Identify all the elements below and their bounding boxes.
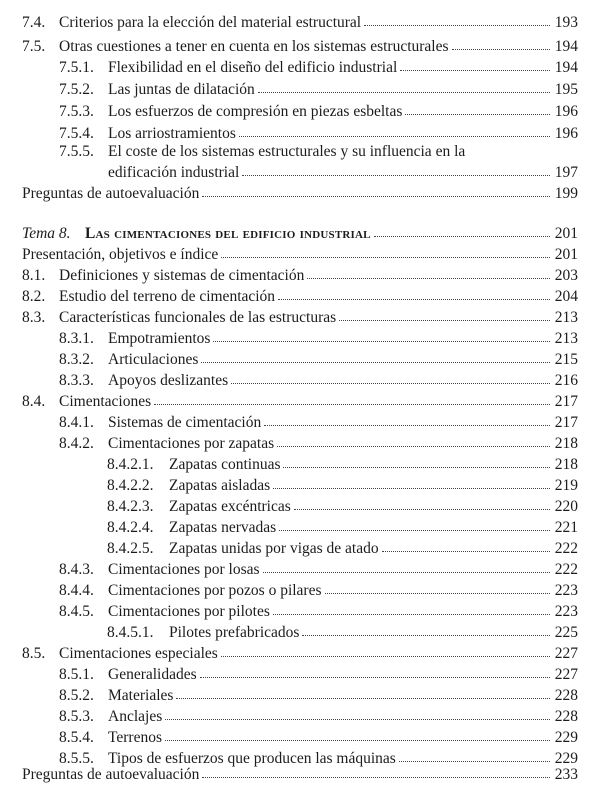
page-number: 228 <box>554 708 578 725</box>
entry-title: Zapatas aisladas <box>169 477 271 494</box>
section-number: 8.3. <box>22 309 46 326</box>
toc-entry <box>22 38 578 56</box>
chapter-title: Las cimentaciones del edificio industrial <box>85 225 371 242</box>
toc-entry <box>22 14 578 32</box>
section-number: 8.5.4. <box>59 729 94 746</box>
toc-entry-first-line <box>59 143 465 161</box>
dot-leader <box>339 320 550 321</box>
page-number: 219 <box>554 477 578 494</box>
section-number: 8.2. <box>22 288 46 305</box>
entry-title: Cimentaciones por pozos o pilares <box>108 582 322 599</box>
entry-title: Presentación, objetivos e índice <box>22 246 219 263</box>
entry-title: Cimentaciones por losas <box>108 561 260 578</box>
dot-leader <box>307 278 549 279</box>
dot-leader <box>273 614 550 615</box>
dot-leader <box>325 593 550 594</box>
dot-leader <box>283 467 549 468</box>
section-number: 8.4.2.2. <box>107 477 154 494</box>
dot-leader <box>382 551 550 552</box>
entry-title: Anclajes <box>108 708 163 725</box>
section-number: 8.4.2.3. <box>107 498 154 515</box>
page-number: 222 <box>554 561 578 578</box>
page-number: 201 <box>554 246 578 263</box>
entry-title: Materiales <box>108 687 174 704</box>
entry-title: Estudio del terreno de cimentación <box>59 288 276 305</box>
entry-title: Las juntas de dilatación <box>108 81 255 98</box>
dot-leader <box>176 698 549 699</box>
dot-leader <box>221 656 550 657</box>
section-number: 8.4.2. <box>59 435 94 452</box>
toc-entry <box>59 435 578 453</box>
section-number: 8.4.2.5. <box>107 540 154 557</box>
section-number: 7.4. <box>22 14 46 31</box>
section-number: 8.4.2.4. <box>107 519 154 536</box>
toc-entry <box>107 477 578 495</box>
page-number: 223 <box>554 603 578 620</box>
toc-entry <box>107 624 578 642</box>
dot-leader <box>264 425 550 426</box>
dot-leader <box>294 509 550 510</box>
toc-entry <box>59 125 578 143</box>
dot-leader <box>279 530 550 531</box>
toc-entry <box>59 414 578 432</box>
entry-title: Flexibilidad en el diseño del edificio industrial <box>108 59 398 76</box>
entry-title: Los esfuerzos de compresión en piezas esbeltas <box>108 103 403 120</box>
page-number: 199 <box>554 185 578 202</box>
toc-entry <box>22 246 578 264</box>
section-number: 8.4.2.1. <box>107 456 154 473</box>
dot-leader <box>213 341 549 342</box>
entry-title: Zapatas excéntricas <box>169 498 291 515</box>
page-number: 196 <box>554 125 578 142</box>
dot-leader <box>221 257 549 258</box>
page-number: 227 <box>554 666 578 683</box>
page-number: 217 <box>554 414 578 431</box>
entry-title: Cimentaciones por zapatas <box>108 435 275 452</box>
entry-title: Características funcionales de las estructuras <box>59 309 337 326</box>
dot-leader <box>231 383 550 384</box>
section-number: 8.3.2. <box>59 351 94 368</box>
toc-entry <box>59 330 578 348</box>
dot-leader <box>154 404 550 405</box>
page-number: 218 <box>554 456 578 473</box>
section-number: 7.5.2. <box>59 81 94 98</box>
page-number: 215 <box>554 351 578 368</box>
entry-title: Definiciones y sistemas de cimentación <box>59 267 305 284</box>
entry-title: Preguntas de autoevaluación <box>22 185 200 202</box>
section-number: 7.5.4. <box>59 125 94 142</box>
entry-title: Empotramientos <box>108 330 211 347</box>
section-number: 8.3.1. <box>59 330 94 347</box>
dot-leader <box>202 196 549 197</box>
toc-entry <box>59 351 578 369</box>
dot-leader <box>263 572 550 573</box>
section-number: 8.4.5.1. <box>107 624 154 641</box>
toc-entry <box>107 540 578 558</box>
entry-title: Pilotes prefabricados <box>169 624 300 641</box>
entry-title: Criterios para la elección del material estructural <box>59 14 362 31</box>
page-number: 223 <box>554 582 578 599</box>
entry-title: Zapatas continuas <box>169 456 281 473</box>
dot-leader <box>242 175 549 176</box>
toc-entry <box>59 81 578 99</box>
dot-leader <box>400 70 549 71</box>
page-number: 196 <box>554 103 578 120</box>
page-number: 195 <box>554 81 578 98</box>
toc-entry <box>59 103 578 121</box>
entry-title: Zapatas nervadas <box>169 519 277 536</box>
section-number: 8.4. <box>22 393 46 410</box>
toc-entry <box>107 456 578 474</box>
dot-leader <box>278 299 550 300</box>
page-number: 194 <box>554 38 578 55</box>
entry-title: Cimentaciones por pilotes <box>108 603 270 620</box>
toc-entry <box>59 582 578 600</box>
toc-entry <box>108 164 578 182</box>
dot-leader <box>405 114 549 115</box>
page-number: 225 <box>554 624 578 641</box>
toc-entry <box>22 185 578 203</box>
section-number: 8.5.1. <box>59 666 94 683</box>
toc-entry <box>59 687 578 705</box>
section-number: 8.1. <box>22 267 46 284</box>
page-number: 222 <box>554 540 578 557</box>
section-number: 8.5. <box>22 645 46 662</box>
dot-leader <box>239 136 550 137</box>
entry-title: Tipos de esfuerzos que producen las máquinas <box>108 750 396 767</box>
dot-leader <box>258 92 550 93</box>
dot-leader <box>302 635 549 636</box>
section-number: 8.4.4. <box>59 582 94 599</box>
entry-title: Los arriostramientos <box>108 125 236 142</box>
entry-title: Apoyos deslizantes <box>108 372 229 389</box>
toc-entry <box>22 309 578 327</box>
section-number: 7.5.1. <box>59 59 94 76</box>
page-number: 221 <box>554 519 578 536</box>
toc-entry <box>107 498 578 516</box>
toc-entry <box>59 603 578 621</box>
entry-title: Sistemas de cimentación <box>108 414 262 431</box>
entry-title: Articulaciones <box>108 351 199 368</box>
dot-leader <box>200 677 550 678</box>
page-number: 201 <box>554 225 578 242</box>
toc-entry <box>59 666 578 684</box>
page-number: 217 <box>554 393 578 410</box>
page-number: 213 <box>554 309 578 326</box>
entry-title: Cimentaciones <box>59 393 152 410</box>
section-number: 8.4.5. <box>59 603 94 620</box>
page-number: 233 <box>554 766 578 783</box>
toc-entry <box>22 766 578 784</box>
dot-leader <box>364 25 550 26</box>
section-number: 8.4.3. <box>59 561 94 578</box>
entry-title: Preguntas de autoevaluación <box>22 766 200 783</box>
dot-leader <box>273 488 550 489</box>
page-number: 228 <box>554 687 578 704</box>
dot-leader <box>165 740 550 741</box>
toc-entry <box>22 645 578 663</box>
page-number: 193 <box>554 14 578 31</box>
dot-leader <box>165 719 550 720</box>
page-number: 218 <box>554 435 578 452</box>
dot-leader <box>452 49 550 50</box>
toc-entry <box>59 561 578 579</box>
dot-leader <box>399 761 550 762</box>
section-number: 8.5.3. <box>59 708 94 725</box>
entry-title: Generalidades <box>108 666 197 683</box>
dot-leader <box>201 362 549 363</box>
page-number: 216 <box>554 372 578 389</box>
dot-leader <box>277 446 550 447</box>
page-number: 213 <box>554 330 578 347</box>
entry-title: Otras cuestiones a tener en cuenta en los sistemas estructurales <box>59 38 449 55</box>
dot-leader <box>202 777 549 778</box>
page-number: 194 <box>554 59 578 76</box>
toc-entry <box>59 372 578 390</box>
page-number: 203 <box>554 267 578 284</box>
section-number: 8.5.2. <box>59 687 94 704</box>
toc-entry <box>107 519 578 537</box>
page-number: 229 <box>554 729 578 746</box>
page-number: 197 <box>554 164 578 181</box>
section-number: 8.5.5. <box>59 750 94 767</box>
dot-leader <box>374 236 550 237</box>
page-number: 227 <box>554 645 578 662</box>
entry-title: El coste de los sistemas estructurales y su influencia en la <box>108 143 466 160</box>
section-number: 7.5.3. <box>59 103 94 120</box>
toc-entry <box>22 267 578 285</box>
entry-title-continued: edificación industrial <box>108 164 240 181</box>
section-number: 8.4.1. <box>59 414 94 431</box>
entry-title: Cimentaciones especiales <box>59 645 218 662</box>
toc-entry <box>59 729 578 747</box>
page-number: 220 <box>554 498 578 515</box>
toc-entry-chapter <box>22 225 578 243</box>
chapter-number: Tema 8. <box>22 225 71 242</box>
section-number: 7.5.5. <box>59 143 94 160</box>
toc-entry <box>59 59 578 77</box>
entry-title: Zapatas unidas por vigas de atado <box>169 540 379 557</box>
page-number: 229 <box>554 750 578 767</box>
toc-entry <box>59 708 578 726</box>
section-number: 8.3.3. <box>59 372 94 389</box>
toc-entry <box>22 393 578 411</box>
page-number: 204 <box>554 288 578 305</box>
toc-entry <box>22 288 578 306</box>
section-number: 7.5. <box>22 38 46 55</box>
entry-title: Terrenos <box>108 729 163 746</box>
